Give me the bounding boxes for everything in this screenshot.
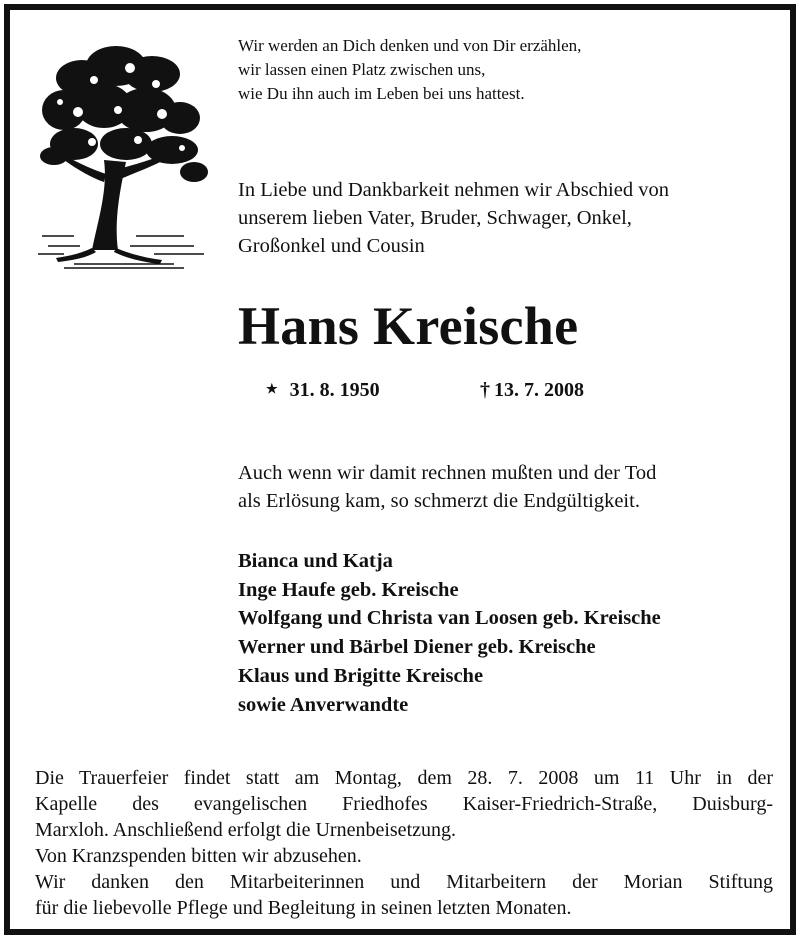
poem-line: wie Du ihn auch im Leben bei uns hattest.: [238, 84, 525, 103]
mourner-entry: Bianca und Katja: [238, 550, 393, 572]
service-line: Marxloh. Anschließend erfolgt die Urnenbeisetzung.: [35, 819, 456, 841]
life-dates: [266, 379, 786, 409]
intro-line: In Liebe und Dankbarkeit nehmen wir Abschied von: [238, 179, 669, 201]
obituary-notice: [4, 4, 796, 935]
poem-line: Wir werden an Dich denken und von Dir erzählen,: [238, 36, 582, 55]
tree-illustration-icon: [34, 40, 210, 272]
consolation-line: Auch wenn wir damit rechnen mußten und der Tod: [238, 462, 657, 484]
service-line: für die liebevolle Pflege und Begleitung in seinen letzten Monaten.: [35, 897, 572, 919]
birth-star-icon: ★: [266, 381, 278, 396]
farewell-intro: [238, 176, 778, 260]
consolation-text: [238, 459, 798, 515]
deceased-name: Hans Kreische: [238, 296, 579, 356]
service-line: Von Kranzspenden bitten wir abzusehen.: [35, 845, 362, 867]
service-line: Wir danken den Mitarbeiterinnen und Mitarbeitern der Morian Stiftung: [35, 871, 773, 893]
poem-block: [238, 34, 778, 106]
death-date-group: [480, 379, 584, 402]
poem-line: wir lassen einen Platz zwischen uns,: [238, 60, 486, 79]
service-line: Kapelle des evangelischen Friedhofes Kaiser-Friedrich-Straße, Duisburg-: [35, 793, 773, 815]
birth-date: 31. 8. 1950: [289, 379, 380, 401]
funeral-service-info: [35, 765, 773, 921]
service-line: Die Trauerfeier findet statt am Montag, dem 28. 7. 2008 um 11 Uhr in der: [35, 767, 773, 789]
mourner-entry: Klaus und Brigitte Kreische: [238, 664, 484, 687]
intro-line: Großonkel und Cousin: [238, 235, 425, 257]
intro-line: unserem lieben Vater, Bruder, Schwager, Onkel,: [238, 207, 632, 229]
death-cross-icon: †: [480, 379, 490, 401]
mourner-entry: Inge Haufe geb. Kreische: [238, 578, 459, 601]
death-date: 13. 7. 2008: [494, 379, 584, 401]
mourners-list: [238, 547, 798, 719]
mourner-entry: Wolfgang und Christa van Loosen geb. Kreische: [238, 607, 661, 630]
mourner-entry: sowie Anverwandte: [238, 693, 409, 716]
birth-date-group: [266, 379, 380, 402]
consolation-line: als Erlösung kam, so schmerzt die Endgültigkeit.: [238, 490, 640, 512]
mourner-entry: Werner und Bärbel Diener geb. Kreische: [238, 636, 596, 659]
